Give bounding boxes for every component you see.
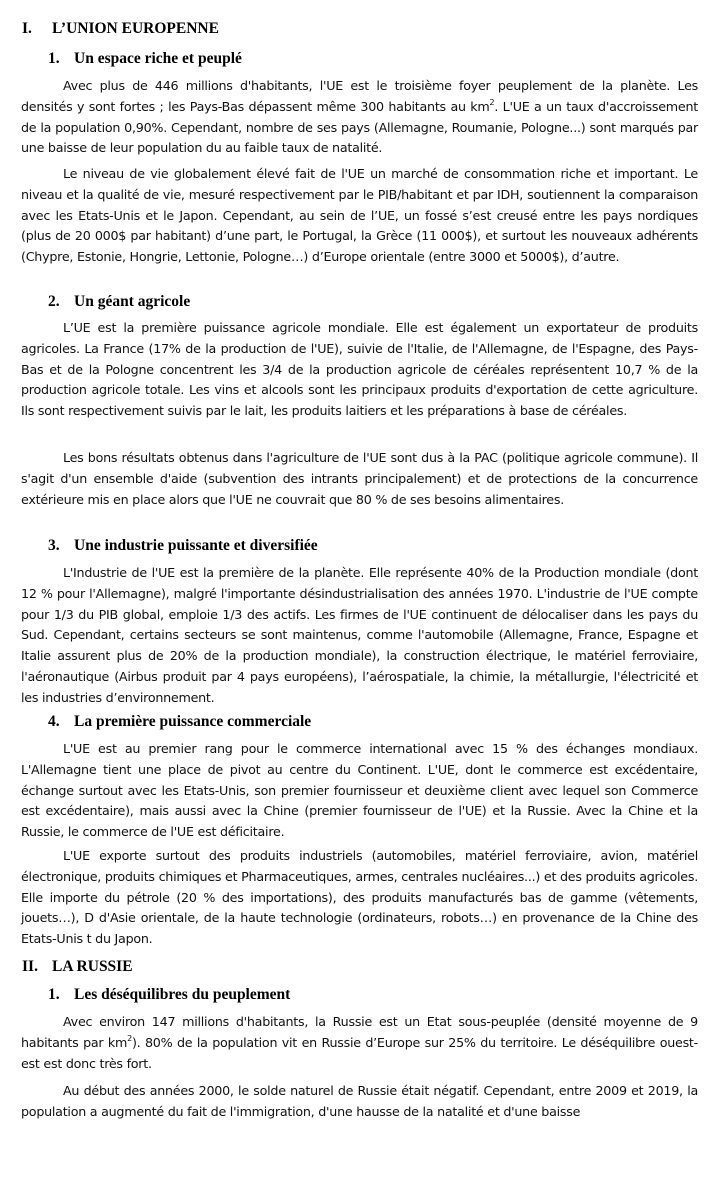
subsection-title: Une industrie puissante et diversifiée [74,537,318,554]
subsection-heading-puissance-commerciale [48,713,311,731]
subsection-title: Les déséquilibres du peuplement [74,986,291,1003]
section-number: II. [22,958,38,975]
paragraph [21,1012,698,1074]
section-number: I. [22,20,32,37]
paragraph: L'UE est au premier rang pour le commerce international avec 15 % des échanges mondiaux. L'Allemagne tient une place de pivot au centre du Continent. L'UE, dont le commerce est excédentaire, échange surtout avec les Etats-Unis, son premier fournisseur et deuxième client avec lequel son Commerce est excédentaire), mais aussi avec la Chine (premier fournisseur de l'UE) et la Russie. Avec la Chine et la Russie, le commerce de l'UE est déficitaire. [21,741,698,840]
paragraph: Le niveau de vie globalement élevé fait de l'UE un marché de consommation riche et important. Le niveau et la qualité de vie, mesuré respectivement par le PIB/habitant et par IDH, soutiennent la comparaison avec les Etats-Unis et le Japon. Cependant, au sein de l’UE, un fossé s’est creusé entre les pays nordiques (plus de 20 000$ par habitant) d’une part, le Portugal, la Grèce (11 000$), et surtout les nouveaux adhérents (Chypre, Estonie, Hongrie, Lettonie, Pologne…) d’Europe orientale (entre 3000 et 5000$), d’autre. [21,166,698,265]
subsection-number: 1. [48,50,60,67]
subsection-heading-geant-agricole [48,293,190,311]
subsection-heading-desequilibres [48,986,290,1004]
subsection-number: 4. [48,713,60,730]
subsection-title: Un espace riche et peuplé [74,50,242,67]
subsection-number: 1. [48,986,60,1003]
superscript: 2 [489,97,495,107]
superscript: 2 [127,1033,132,1043]
section-title: L’UNION EUROPENNE [52,20,219,37]
section-heading-union-europeenne [22,20,219,38]
section-heading-russie [22,958,133,976]
subsection-title: La première puissance commerciale [74,713,312,730]
paragraph-text: Avec environ 147 millions d'habitants, la Russie est un Etat sous-peuplée (densité moyenne de 9 habitants par km [21,1014,698,1050]
paragraph [21,76,698,159]
subsection-heading-industrie [48,537,318,555]
paragraph: Les bons résultats obtenus dans l'agriculture de l'UE sont dus à la PAC (politique agricole commune). Il s'agit d'un ensemble d'aide (subvention des intrants principalement) et de protections de la concurrence extérieure mis en place alors que l'UE ne couvrait que 80 % de ses besoins alimentaires. [21,450,698,507]
subsection-number: 2. [48,293,60,310]
paragraph-text: Avec plus de 446 millions d'habitants, l'UE est le troisième foyer peuplement de la planète. Les densités y sont fortes ; les Pays-Bas dépassent même 300 habitants au km [21,78,698,114]
paragraph-text: . L'UE a un taux d'accroissement de la population 0,90%. Cependant, nombre de ses pays (Allemagne, Roumanie, Pologne...) sont marqués par une baisse de leur population du au faible taux de natalité. [21,98,698,156]
paragraph-text: ). 80% de la population vit en Russie d’Europe sur 25% du territoire. Le déséquilibre ouest-est est donc très fort. [21,1034,698,1071]
section-title: LA RUSSIE [52,958,133,975]
paragraph: L’UE est la première puissance agricole mondiale. Elle est également un exportateur de produits agricoles. La France (17% de la production de l'UE), suivie de l'Italie, de l'Allemagne, de l'Espagne, des Pays-Bas et de la Pologne concentrent les 3/4 de la production agricole de céréales représentent 10,7 % de la production agricole totale. Les vins et alcools sont les principaux produits d'exportation de cette agriculture. Ils sont respectivement suivis par le lait, les produits laitiers et les préparations à base de céréales. [21,320,698,419]
subsection-title: Un géant agricole [74,293,191,310]
paragraph: L'UE exporte surtout des produits industriels (automobiles, matériel ferroviaire, avion, matériel électronique, produits chimiques et Pharmaceutiques, armes, centrales nucléaires...) et des produits agricoles. Elle importe du pétrole (20 % des importations), des produits manufacturés bas de gamme (vêtements, jouets…), D d'Asie orientale, de la haute technologie (ordinateurs, robots…) en provenance de la Chine des Etats-Unis t du Japon. [21,848,698,947]
paragraph: L'Industrie de l'UE est la première de la planète. Elle représente 40% de la Production mondiale (dont 12 % pour l'Allemagne), malgré l'importante désindustrialisation des années 1970. L'industrie de l'UE compte pour 1/3 du PIB global, emploie 1/3 des actifs. Les firmes de l'UE continuent de délocaliser dans les pays du Sud. Cependant, certains secteurs se sont maintenus, comme l'automobile (Allemagne, France, Espagne et Italie assurent plus de 20% de la production mondiale), la construction électrique, le matériel ferroviaire, l'aéronautique (Airbus produit par 4 pays européens), l’aérospatiale, la chimie, la métallurgie, l'électricité et les industries d’environnement. [21,565,698,705]
subsection-heading-espace-riche [48,50,242,68]
paragraph: Au début des années 2000, le solde naturel de Russie était négatif. Cependant, entre 2009 et 2019, la population a augmenté du fait de l'immigration, d'une hausse de la natalité et d'une baisse [21,1083,698,1119]
subsection-number: 3. [48,537,60,554]
